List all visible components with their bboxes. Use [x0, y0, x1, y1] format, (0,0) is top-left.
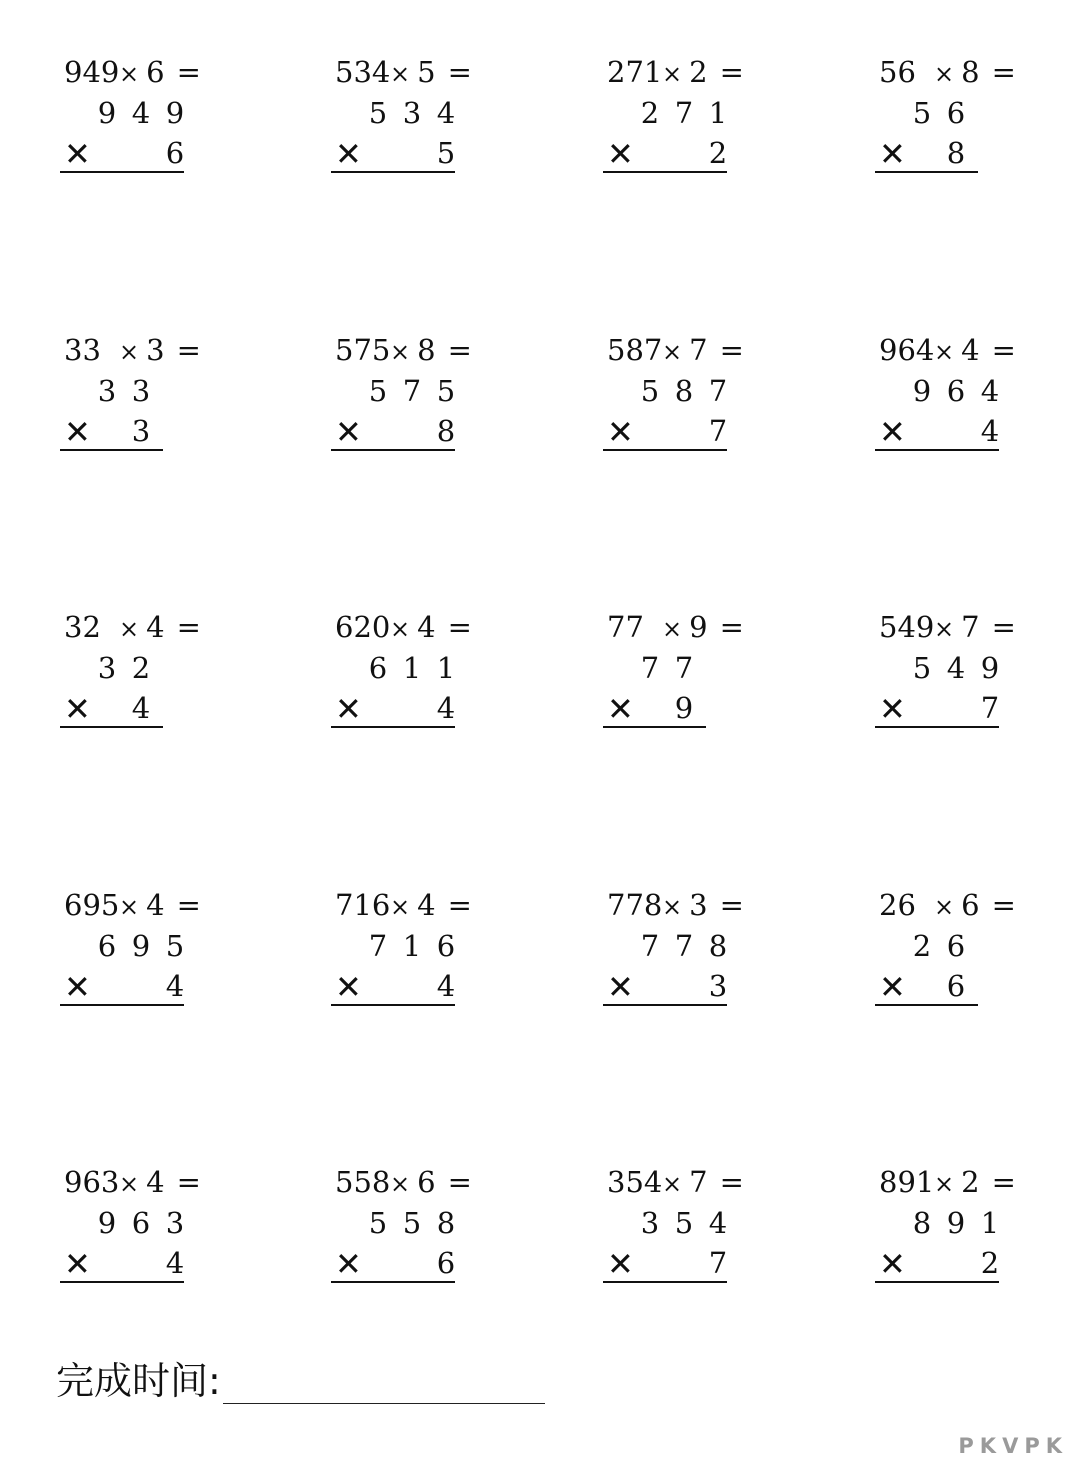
multiply-row [603, 413, 727, 451]
multiply-row [603, 968, 727, 1006]
equals-sign: = [176, 55, 201, 89]
vertical-multiplier: 4 [165, 1246, 185, 1280]
times-sign: × [934, 615, 955, 643]
multiplier: 6 [417, 1165, 436, 1199]
multiply-row [875, 1245, 999, 1283]
times-icon: ✕ [64, 1245, 91, 1283]
multiplicand: 891 [879, 1165, 935, 1199]
multiplier: 4 [417, 610, 436, 644]
equals-sign: = [719, 55, 744, 89]
problem-16 [875, 851, 1075, 1006]
digit: 5 [436, 374, 456, 408]
equation-text [64, 54, 201, 92]
times-sign: × [390, 615, 411, 643]
equation-text [64, 887, 201, 925]
times-icon: ✕ [64, 413, 91, 451]
vertical-multiplier: 7 [980, 691, 1000, 725]
digit: 7 [674, 929, 694, 963]
multiplicand: 558 [335, 1165, 391, 1199]
times-sign: × [119, 338, 140, 366]
equals-sign: = [991, 1165, 1016, 1199]
multiplier: 3 [689, 888, 708, 922]
times-sign: × [934, 893, 955, 921]
times-icon: ✕ [335, 135, 362, 173]
digit: 3 [165, 1206, 185, 1240]
multiplicand: 56 [879, 55, 916, 89]
multiply-row [331, 968, 455, 1006]
digit: 9 [131, 929, 151, 963]
multiply-row [60, 1245, 184, 1283]
multiply-row [603, 1245, 727, 1283]
digit: 4 [131, 96, 151, 130]
multiply-row [331, 690, 455, 728]
equals-sign: = [991, 333, 1016, 367]
multiplier: 4 [146, 1165, 165, 1199]
multiply-row [60, 968, 184, 1006]
digit: 1 [980, 1206, 1000, 1240]
digit: 5 [165, 929, 185, 963]
times-sign: × [390, 1170, 411, 1198]
multiplicand: 77 [607, 610, 644, 644]
digit: 3 [97, 374, 117, 408]
multiply-row [875, 690, 999, 728]
times-sign: × [934, 60, 955, 88]
multiply-row [331, 135, 455, 173]
equation-text [607, 1164, 744, 1202]
times-sign: × [934, 338, 955, 366]
equals-sign: = [719, 333, 744, 367]
problem-20 [875, 1128, 1075, 1283]
times-icon: ✕ [335, 413, 362, 451]
multiply-row [331, 413, 455, 451]
digit: 6 [97, 929, 117, 963]
equation-text [879, 609, 1016, 647]
times-sign: × [662, 615, 683, 643]
digit: 3 [640, 1206, 660, 1240]
vertical-multiplicand [90, 373, 158, 409]
completion-time-row [56, 1358, 545, 1404]
multiplier: 7 [689, 1165, 708, 1199]
problem-19 [603, 1128, 803, 1283]
multiply-row [875, 968, 978, 1006]
vertical-multiplicand [905, 373, 1007, 409]
times-icon: ✕ [335, 968, 362, 1006]
vertical-multiplier: 4 [436, 691, 456, 725]
multiplier: 4 [417, 888, 436, 922]
digit: 8 [708, 929, 728, 963]
problem-3 [603, 18, 803, 173]
times-icon: ✕ [335, 690, 362, 728]
times-icon: ✕ [879, 135, 906, 173]
digit: 4 [708, 1206, 728, 1240]
times-icon: ✕ [64, 968, 91, 1006]
equation-text [64, 1164, 201, 1202]
vertical-multiplicand [361, 650, 463, 686]
multiplier: 5 [417, 55, 436, 89]
digit: 2 [912, 929, 932, 963]
vertical-multiplicand [90, 650, 158, 686]
digit: 3 [402, 96, 422, 130]
vertical-multiplicand [633, 1205, 735, 1241]
times-icon: ✕ [879, 413, 906, 451]
multiply-row [875, 135, 978, 173]
vertical-multiplier: 7 [708, 1246, 728, 1280]
vertical-multiplier: 7 [708, 414, 728, 448]
digit: 7 [640, 929, 660, 963]
multiplier: 6 [146, 55, 165, 89]
vertical-multiplicand [905, 95, 973, 131]
equals-sign: = [176, 333, 201, 367]
vertical-multiplier: 2 [708, 136, 728, 170]
times-sign: × [390, 60, 411, 88]
vertical-multiplier: 6 [436, 1246, 456, 1280]
times-icon: ✕ [607, 690, 634, 728]
multiplicand: 534 [335, 55, 391, 89]
equation-text [64, 332, 201, 370]
digit: 7 [640, 651, 660, 685]
times-icon: ✕ [64, 690, 91, 728]
times-sign: × [119, 1170, 140, 1198]
times-icon: ✕ [607, 413, 634, 451]
problem-4 [875, 18, 1075, 173]
vertical-multiplicand [633, 928, 735, 964]
digit: 9 [165, 96, 185, 130]
multiply-row [60, 690, 163, 728]
digit: 6 [368, 651, 388, 685]
vertical-multiplicand [90, 1205, 192, 1241]
multiplier: 3 [146, 333, 165, 367]
equals-sign: = [719, 610, 744, 644]
equation-text [879, 332, 1016, 370]
digit: 6 [131, 1206, 151, 1240]
times-icon: ✕ [879, 690, 906, 728]
equation-text [335, 609, 472, 647]
equals-sign: = [447, 333, 472, 367]
equation-text [607, 609, 744, 647]
equals-sign: = [176, 610, 201, 644]
completion-time-blank[interactable] [223, 1365, 545, 1404]
digit: 4 [436, 96, 456, 130]
times-sign: × [119, 60, 140, 88]
multiplicand: 695 [64, 888, 120, 922]
digit: 1 [402, 651, 422, 685]
problem-2 [331, 18, 531, 173]
vertical-multiplier: 3 [131, 414, 151, 448]
multiply-row [60, 135, 184, 173]
digit: 1 [436, 651, 456, 685]
times-sign: × [934, 1170, 955, 1198]
multiplicand: 964 [879, 333, 935, 367]
vertical-multiplier: 8 [436, 414, 456, 448]
vertical-multiplicand [905, 928, 973, 964]
multiplicand: 778 [607, 888, 663, 922]
digit: 1 [402, 929, 422, 963]
vertical-multiplicand [361, 95, 463, 131]
digit: 5 [368, 1206, 388, 1240]
vertical-multiplicand [361, 928, 463, 964]
problem-5 [60, 296, 260, 451]
equation-text [335, 332, 472, 370]
problem-1 [60, 18, 260, 173]
digit: 9 [912, 374, 932, 408]
problem-18 [331, 1128, 531, 1283]
multiplicand: 963 [64, 1165, 120, 1199]
digit: 9 [97, 1206, 117, 1240]
vertical-multiplicand [90, 95, 192, 131]
multiplicand: 33 [64, 333, 101, 367]
multiplier: 6 [961, 888, 980, 922]
equation-text [335, 887, 472, 925]
digit: 8 [674, 374, 694, 408]
multiply-row [603, 135, 727, 173]
problem-6 [331, 296, 531, 451]
multiplier: 2 [689, 55, 708, 89]
vertical-multiplier: 5 [436, 136, 456, 170]
times-icon: ✕ [607, 135, 634, 173]
vertical-multiplier: 6 [165, 136, 185, 170]
digit: 4 [946, 651, 966, 685]
digit: 8 [912, 1206, 932, 1240]
digit: 5 [912, 651, 932, 685]
equation-text [879, 887, 1016, 925]
problem-13 [60, 851, 260, 1006]
digit: 7 [402, 374, 422, 408]
multiplicand: 271 [607, 55, 663, 89]
digit: 5 [640, 374, 660, 408]
times-icon: ✕ [335, 1245, 362, 1283]
vertical-multiplier: 4 [436, 969, 456, 1003]
multiplicand: 26 [879, 888, 916, 922]
digit: 7 [674, 96, 694, 130]
digit: 7 [674, 651, 694, 685]
digit: 9 [97, 96, 117, 130]
equation-text [607, 887, 744, 925]
multiply-row [60, 413, 163, 451]
equation-text [335, 54, 472, 92]
times-sign: × [119, 893, 140, 921]
digit: 6 [946, 374, 966, 408]
vertical-multiplicand [905, 1205, 1007, 1241]
problem-7 [603, 296, 803, 451]
times-icon: ✕ [607, 968, 634, 1006]
equals-sign: = [176, 1165, 201, 1199]
multiplicand: 32 [64, 610, 101, 644]
equation-text [879, 54, 1016, 92]
digit: 2 [640, 96, 660, 130]
vertical-multiplier: 9 [674, 691, 694, 725]
digit: 1 [708, 96, 728, 130]
vertical-multiplicand [905, 650, 1007, 686]
digit: 3 [131, 374, 151, 408]
vertical-multiplicand [361, 373, 463, 409]
multiplicand: 620 [335, 610, 391, 644]
vertical-multiplicand [361, 1205, 463, 1241]
equation-text [607, 54, 744, 92]
multiplicand: 354 [607, 1165, 663, 1199]
digit: 9 [980, 651, 1000, 685]
equals-sign: = [719, 1165, 744, 1199]
vertical-multiplier: 8 [946, 136, 966, 170]
multiply-row [603, 690, 706, 728]
vertical-multiplier: 4 [165, 969, 185, 1003]
times-sign: × [662, 60, 683, 88]
multiplier: 7 [961, 610, 980, 644]
vertical-multiplier: 6 [946, 969, 966, 1003]
digit: 8 [436, 1206, 456, 1240]
equals-sign: = [447, 610, 472, 644]
multiplicand: 949 [64, 55, 120, 89]
multiplier: 7 [689, 333, 708, 367]
problem-17 [60, 1128, 260, 1283]
multiplicand: 575 [335, 333, 391, 367]
digit: 7 [368, 929, 388, 963]
multiply-row [875, 413, 999, 451]
times-icon: ✕ [879, 1245, 906, 1283]
problem-12 [875, 573, 1075, 728]
problem-14 [331, 851, 531, 1006]
digit: 3 [97, 651, 117, 685]
multiplier: 4 [146, 888, 165, 922]
problem-10 [331, 573, 531, 728]
times-sign: × [662, 893, 683, 921]
vertical-multiplicand [633, 650, 701, 686]
digit: 6 [946, 929, 966, 963]
problem-15 [603, 851, 803, 1006]
multiplicand: 587 [607, 333, 663, 367]
completion-time-label: 完成时间: [56, 1359, 221, 1403]
digit: 5 [674, 1206, 694, 1240]
vertical-multiplicand [633, 95, 735, 131]
vertical-multiplicand [633, 373, 735, 409]
equals-sign: = [719, 888, 744, 922]
vertical-multiplicand [90, 928, 192, 964]
digit: 5 [912, 96, 932, 130]
equals-sign: = [447, 1165, 472, 1199]
digit: 4 [980, 374, 1000, 408]
digit: 5 [368, 96, 388, 130]
multiplier: 9 [689, 610, 708, 644]
equals-sign: = [176, 888, 201, 922]
times-sign: × [390, 893, 411, 921]
equals-sign: = [991, 610, 1016, 644]
multiplier: 2 [961, 1165, 980, 1199]
digit: 6 [436, 929, 456, 963]
equals-sign: = [991, 888, 1016, 922]
equation-text [335, 1164, 472, 1202]
digit: 9 [946, 1206, 966, 1240]
times-sign: × [662, 338, 683, 366]
vertical-multiplier: 4 [980, 414, 1000, 448]
digit: 6 [946, 96, 966, 130]
equation-text [879, 1164, 1016, 1202]
times-sign: × [390, 338, 411, 366]
digit: 5 [402, 1206, 422, 1240]
multiplier: 4 [146, 610, 165, 644]
problem-11 [603, 573, 803, 728]
times-icon: ✕ [64, 135, 91, 173]
problem-8 [875, 296, 1075, 451]
vertical-multiplier: 3 [708, 969, 728, 1003]
digit: 7 [708, 374, 728, 408]
digit: 5 [368, 374, 388, 408]
times-icon: ✕ [879, 968, 906, 1006]
multiply-row [331, 1245, 455, 1283]
multiplicand: 716 [335, 888, 391, 922]
times-sign: × [119, 615, 140, 643]
multiplier: 4 [961, 333, 980, 367]
digit: 2 [131, 651, 151, 685]
multiplier: 8 [417, 333, 436, 367]
times-icon: ✕ [607, 1245, 634, 1283]
equals-sign: = [991, 55, 1016, 89]
vertical-multiplier: 4 [131, 691, 151, 725]
multiplier: 8 [961, 55, 980, 89]
equals-sign: = [447, 55, 472, 89]
equation-text [607, 332, 744, 370]
times-sign: × [662, 1170, 683, 1198]
vertical-multiplier: 2 [980, 1246, 1000, 1280]
multiplicand: 549 [879, 610, 935, 644]
watermark: PKVPK [958, 1434, 1068, 1458]
problem-9 [60, 573, 260, 728]
equals-sign: = [447, 888, 472, 922]
equation-text [64, 609, 201, 647]
